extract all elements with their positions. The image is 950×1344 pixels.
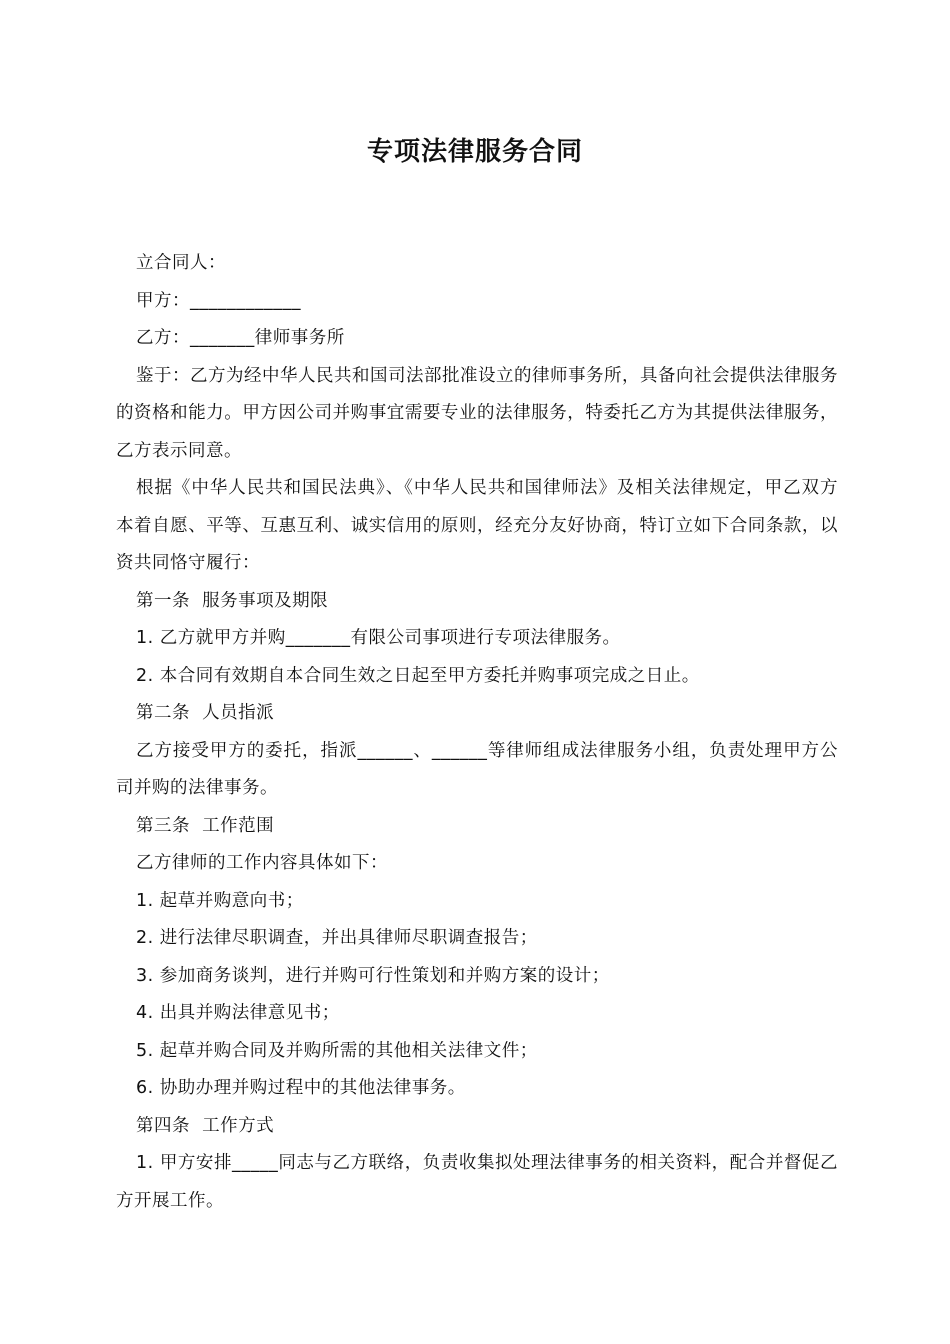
parties-heading: 立合同人： [136, 253, 226, 273]
article-3-item-5: 5. 起草并购合同及并购所需的其他相关法律文件； [136, 1040, 538, 1061]
whereas-paragraph: 鉴于：乙方为经中华人民共和国司法部批准设立的律师事务所，具备向社会提供法律服务的资格和能力。甲方因公司并购事宜需要专业的法律服务，特委托乙方为其提供法律服务，乙方表示同意。 [116, 365, 838, 461]
article-3-intro: 乙方律师的工作内容具体如下： [136, 853, 388, 873]
party-a-line: 甲方：____________ [136, 290, 301, 311]
article-3-item-4: 4. 出具并购法律意见书； [136, 1003, 340, 1023]
article-2-text: 乙方接受甲方的委托，指派______、______等律师组成法律服务小组，负责处理甲方公司并购的法律事务。 [116, 740, 838, 798]
article-4-heading: 第四条 工作方式 [136, 1115, 275, 1136]
article-3-item-1: 1. 起草并购意向书； [136, 890, 304, 911]
article-4-item-1: 1. 甲方安排_____同志与乙方联络，负责收集拟处理法律事务的相关资料，配合并督促乙方开展工作。 [116, 1153, 838, 1211]
article-3-item-3: 3. 参加商务谈判，进行并购可行性策划和并购方案的设计； [136, 965, 610, 986]
article-3-item-2: 2. 进行法律尽职调查，并出具律师尽职调查报告； [136, 928, 538, 948]
article-3-item-6: 6. 协助办理并购过程中的其他法律事务。 [136, 1078, 466, 1098]
party-b-line: 乙方：_______律师事务所 [136, 328, 345, 348]
article-1-heading: 第一条 服务事项及期限 [136, 590, 329, 611]
article-2-heading: 第二条 人员指派 [136, 703, 275, 723]
article-3-heading: 第三条 工作范围 [136, 815, 275, 836]
article-1-item-1: 1. 乙方就甲方并购_______有限公司事项进行专项法律服务。 [136, 628, 621, 648]
legal-basis-paragraph: 根据《中华人民共和国民法典》、《中华人民共和国律师法》及相关法律规定，甲乙双方本着自愿、平等、互惠互利、诚实信用的原则，经充分友好协商，特订立如下合同条款，以资共同恪守履行： [116, 478, 838, 573]
article-1-item-2: 2. 本合同有效期自本合同生效之日起至甲方委托并购事项完成之日止。 [136, 665, 700, 686]
document-title: 专项法律服务合同 [366, 137, 583, 167]
contract-body [116, 245, 838, 1220]
